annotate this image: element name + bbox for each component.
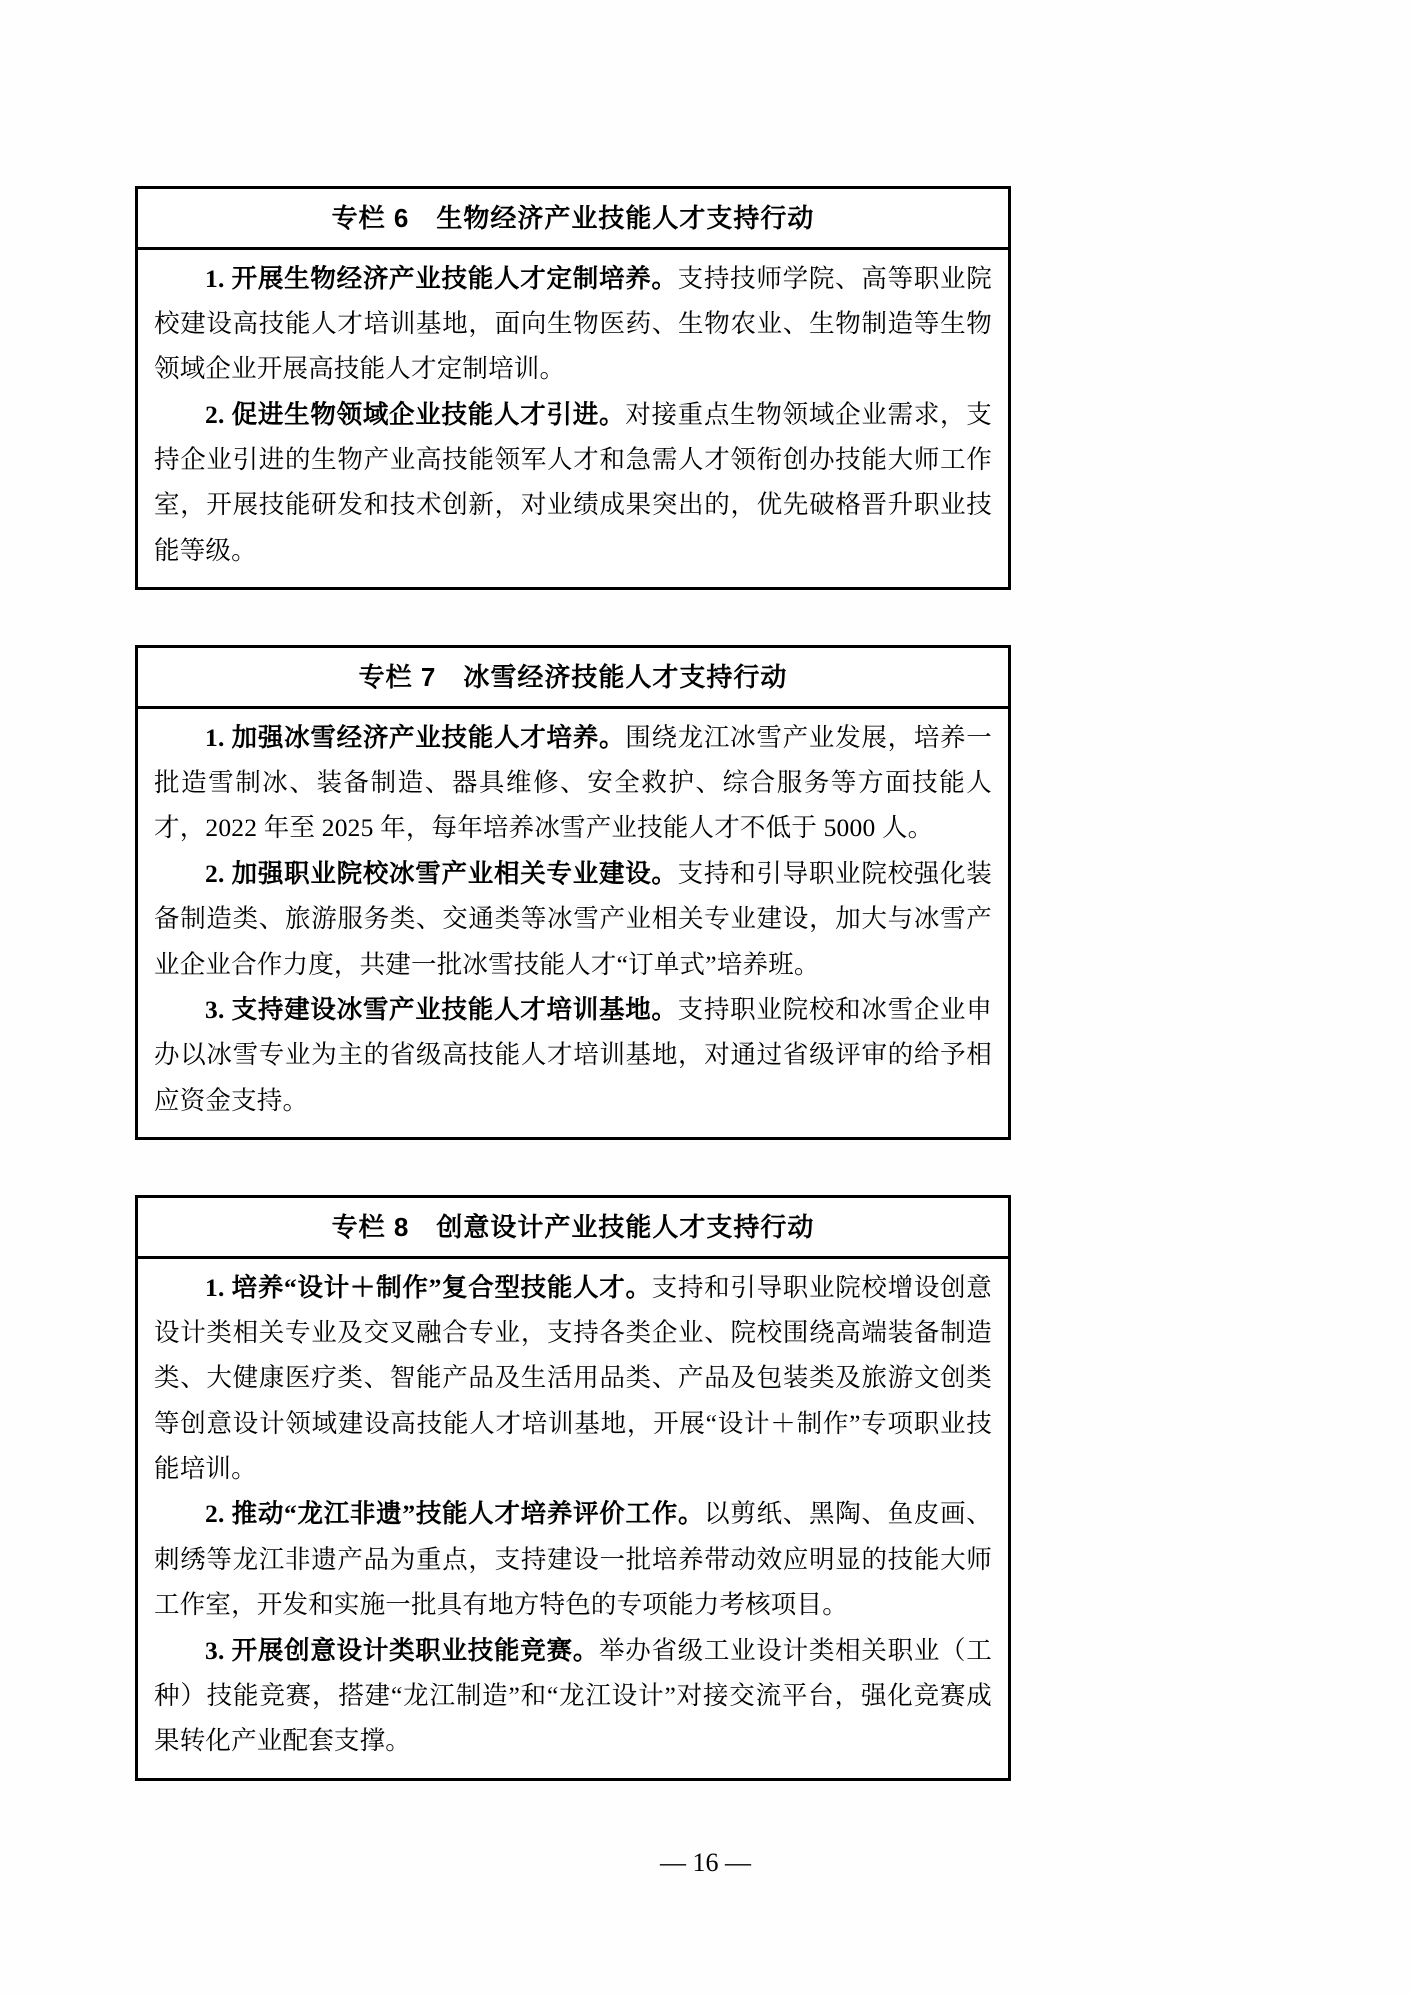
paragraph-text: 支持职业院校和冰雪企业申办以冰雪专业为主的省级高技能人才培训基地，对通过省级评审的给予相应资金支持。 — [154, 994, 992, 1115]
callout-box-8-paragraph-1 — [154, 1265, 992, 1492]
paragraph-lead: 3. 开展创意设计类职业技能竞赛。 — [205, 1635, 599, 1665]
columns-container — [135, 186, 1011, 1836]
callout-box-6-body — [138, 250, 1008, 588]
paragraph-lead: 2. 推动“龙江非遗”技能人才培养评价工作。 — [205, 1499, 705, 1529]
paragraph-lead: 2. 加强职业院校冰雪产业相关专业建设。 — [205, 858, 678, 888]
callout-box-7 — [135, 645, 1011, 1140]
paragraph-text: 围绕龙江冰雪产业发展，培养一批造雪制冰、装备制造、器具维修、安全救护、综合服务等方面技能人才，2022 年至 2025 年，每年培养冰雪产业技能人才不低于 5000 人。 — [154, 722, 992, 843]
callout-box-7-paragraph-2 — [154, 851, 992, 987]
paragraph-text: 支持和引导职业院校强化装备制造类、旅游服务类、交通类等冰雪产业相关专业建设，加大与冰雪产业企业合作力度，共建一批冰雪技能人才“订单式”培养班。 — [154, 858, 992, 979]
callout-box-7-body — [138, 709, 1008, 1137]
paragraph-text: 以剪纸、黑陶、鱼皮画、刺绣等龙江非遗产品为重点，支持建设一批培养带动效应明显的技能大师工作室，开发和实施一批具有地方特色的专项能力考核项目。 — [154, 1499, 993, 1620]
callout-box-7-paragraph-3 — [154, 987, 992, 1123]
paragraph-lead: 2. 促进生物领域企业技能人才引进。 — [205, 399, 626, 429]
page-footer — [0, 1848, 1411, 1878]
paragraph-text: 支持和引导职业院校增设创意设计类相关专业及交叉融合专业，支持各类企业、院校围绕高端装备制造类、大健康医疗类、智能产品及生活用品类、产品及包装类及旅游文创类等创意设计领域建设高技能人才培训基地，开展“设计＋制作”专项职业技能培训。 — [154, 1272, 992, 1483]
page-number: — 16 — — [660, 1848, 751, 1877]
paragraph-lead: 1. 开展生物经济产业技能人才定制培养。 — [205, 263, 678, 293]
callout-box-8-body — [138, 1259, 1008, 1778]
paragraph-text: 对接重点生物领域企业需求，支持企业引进的生物产业高技能领军人才和急需人才领衔创办技能大师工作室，开展技能研发和技术创新，对业绩成果突出的，优先破格晋升职业技能等级。 — [154, 399, 992, 565]
paragraph-text: 支持技师学院、高等职业院校建设高技能人才培训基地，面向生物医药、生物农业、生物制造等生物领域企业开展高技能人才定制培训。 — [154, 263, 992, 384]
callout-box-6 — [135, 186, 1011, 590]
callout-box-6-paragraph-1 — [154, 256, 992, 392]
paragraph-text: 举办省级工业设计类相关职业（工种）技能竞赛，搭建“龙江制造”和“龙江设计”对接交流平台，强化竞赛成果转化产业配套支撑。 — [154, 1635, 992, 1756]
callout-box-8-paragraph-3 — [154, 1628, 992, 1764]
callout-box-6-title: 专栏 6 生物经济产业技能人才支持行动 — [138, 189, 1008, 250]
callout-box-8 — [135, 1195, 1011, 1781]
callout-box-8-paragraph-2 — [154, 1491, 992, 1627]
callout-box-6-paragraph-2 — [154, 392, 992, 574]
callout-box-7-title: 专栏 7 冰雪经济技能人才支持行动 — [138, 648, 1008, 709]
paragraph-lead: 1. 加强冰雪经济产业技能人才培养。 — [205, 722, 626, 752]
callout-box-7-paragraph-1 — [154, 715, 992, 851]
callout-box-8-title: 专栏 8 创意设计产业技能人才支持行动 — [138, 1198, 1008, 1259]
paragraph-lead: 1. 培养“设计＋制作”复合型技能人才。 — [205, 1272, 652, 1302]
paragraph-lead: 3. 支持建设冰雪产业技能人才培训基地。 — [205, 994, 678, 1024]
